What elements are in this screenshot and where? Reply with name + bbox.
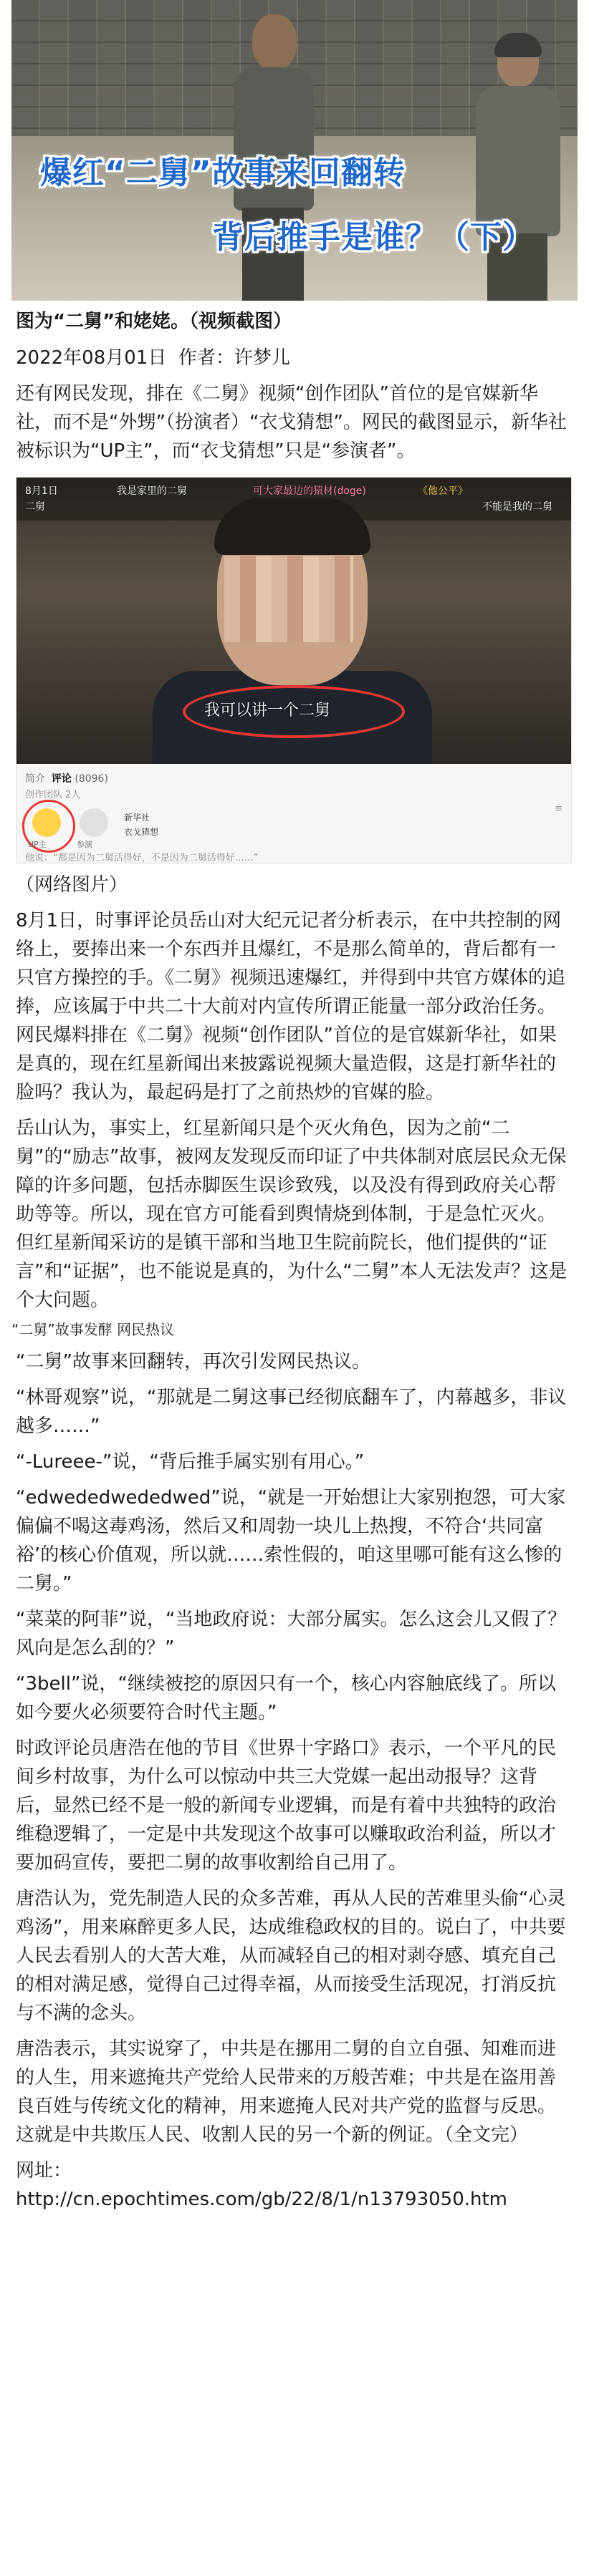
- paragraph: “3bell”说，“继续被挖的原因只有一个，核心内容触底线了。所以如今要火必须要符合时代主题。”: [16, 1673, 556, 1723]
- avatar[interactable]: [80, 808, 108, 837]
- face-blur: [224, 556, 353, 642]
- publish-date: 2022年08月01日: [16, 347, 167, 369]
- author-name: 许梦儿: [234, 347, 290, 369]
- overlay-text: 二舅: [25, 501, 45, 513]
- paragraph: 还有网民发现，排在《二舅》视频“创作团队”首位的是官媒新华社，而不是“外甥”（扮演者）“衣戈猜想”。网民的截图显示，新华社被标识为“UP主”，而“衣戈猜想”只是“参演者”。: [16, 383, 567, 462]
- overlay-text: 可大家最边的猿材(doge): [253, 485, 366, 497]
- comment-preview: 他说：“都是因为二舅活得好，不是因为二舅活得好……”: [25, 853, 259, 863]
- paragraph: 唐浩认为，党先制造人民的众多苦难，再从人民的苦难里头偷“心灵鸡汤”，用来麻醉更多人民，达成维稳政权的目的。说白了，中共要人民去看别人的大苦大难，从而减轻自己的相对剥夺感、填充自己的相对满足感，觉得自己过得幸福，从而接受生活现况，打消反抗与不满的念头。: [16, 1888, 566, 2024]
- paragraph: “edwededwededwed”说，“就是一开始想让大家别抱怨，可大家偏偏不喝这毒鸡汤，然后又和周勃一块儿上热搜，不符合‘共同富裕’的核心价值观，所以就……索性假的，咱这里哪可能有这么惨的二舅。”: [16, 1487, 566, 1594]
- overlay-text: 我是家里的二舅: [117, 485, 187, 497]
- overlay-text: 8月1日: [25, 485, 58, 497]
- overlay-text: 《他公平》: [418, 485, 468, 497]
- member-name: 衣戈猜想: [124, 827, 159, 837]
- tab-intro[interactable]: 简介: [25, 773, 45, 785]
- paragraph: 岳山认为，事实上，红星新闻只是个灭火角色，因为之前“二舅”的“励志”故事，被网友发现反而印证了中共体制对底层民众无保障的许多问题，包括赤脚医生误诊致残，以及没有得到政府关心帮助等等。所以，现在官方可能看到舆情烧到体制，于是急忙灭火。但红星新闻采访的是镇干部和当地卫生院前院长，他们提供的“证言”和“证据”，也不能说是真的，为什么“二舅”本人无法发声？这是个大问题。: [16, 1118, 568, 1311]
- paragraph: “菜菜的阿菲”说，“当地政府说：大部分属实。怎么这会儿又假了？风向是怎么刮的？”: [16, 1609, 567, 1659]
- paragraph: 8月1日，时事评论员岳山对大纪元记者分析表示，在中共控制的网络上，要捧出来一个东西并且爆红，不是那么简单的，背后都有一只官方操控的手。《二舅》视频迅速爆红，并得到中共官方媒体的追捧，应该属于中共二十大前对内宣传所谓正能量一部分政治任务。网民爆料排在《二舅》视频“创作团队”首位的是官媒新华社，如果是真的，现在红星新闻出来披露说视频大量造假，这是打新华社的脸吗？我认为，最起码是打了之前热炒的官媒的脸。: [16, 910, 566, 1103]
- tab-comments[interactable]: 评论: [51, 773, 72, 785]
- url-label: 网址：: [16, 2160, 72, 2182]
- paragraph: 唐浩表示，其实说穿了，中共是在挪用二舅的自立自强、知难而进的人生，用来遮掩共产党给人民带来的万般苦难；中共是在盗用善良百姓与传统文化的精神，用来遮掩人民对共产党的监督与反思。这就是中共欺压人民、收割人民的另一个新的例证。（全文完）: [16, 2038, 557, 2146]
- paragraph: “-Lureee-”说，“背后推手属实别有用心。”: [16, 1451, 365, 1473]
- hero-title-line1: 爆红“二舅”故事来回翻转: [40, 155, 406, 191]
- photo-caption: 图为“二舅”和姥姥。（视频截图）: [16, 311, 292, 332]
- team-label: 创作团队 2人: [25, 790, 81, 800]
- paragraph: 时政评论员唐浩在他的节目《世界十字路口》表示，一个平凡的民间乡村故事，为什么可以惊动中共三大党媒一起出动报导？这背后，显然已经不是一般的新闻专业逻辑，而是有着中共独特的政治维稳逻辑了，一定是中共发现这个故事可以赚取政治利益，所以才要加码宣传，要把二舅的故事收割给自己用了。: [16, 1738, 557, 1874]
- video-screenshot: [16, 477, 572, 863]
- sort-icon[interactable]: ≡: [555, 803, 562, 814]
- image-caption: （网络图片）: [16, 874, 128, 896]
- avatar[interactable]: [32, 808, 61, 837]
- hero-photo: [11, 0, 578, 301]
- overlay-text: 不能是我的二舅: [482, 501, 552, 513]
- article: [11, 308, 578, 2214]
- author-label: 作者：: [178, 347, 234, 369]
- member-role: 参演: [77, 840, 92, 849]
- member-role: UP主: [28, 840, 47, 849]
- byline: [11, 344, 578, 372]
- video-subtitle: 我可以讲一个二舅: [204, 702, 331, 720]
- video-tabs: [25, 771, 108, 785]
- comment-count: (8096): [75, 773, 108, 785]
- hero-title-line2: 背后推手是谁？（下）: [212, 219, 535, 256]
- source-url[interactable]: http://cn.epochtimes.com/gb/22/8/1/n13793050.htm: [16, 2189, 508, 2210]
- paragraph: “二舅”故事来回翻转，再次引发网民热议。: [16, 1351, 370, 1372]
- section-heading: “二舅”故事发酵 网民热议: [11, 1321, 175, 1338]
- paragraph: “林哥观察”说，“那就是二舅这事已经彻底翻车了，内幕越多，非议越多……”: [16, 1387, 567, 1437]
- member-name: 新华社: [124, 813, 150, 823]
